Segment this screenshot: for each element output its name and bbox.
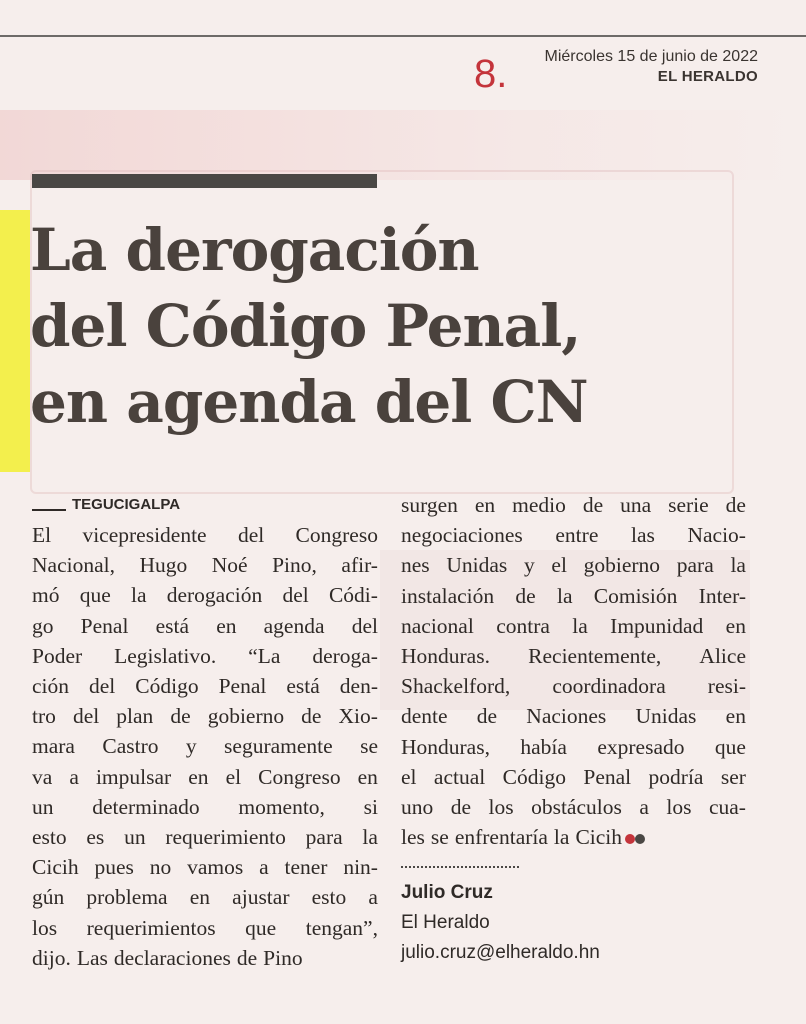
body-word: del — [72, 704, 100, 729]
body-line — [32, 550, 378, 580]
headline-bar — [32, 174, 377, 188]
dateline-dash — [32, 509, 66, 511]
headline — [30, 212, 750, 440]
body-word: la — [553, 825, 570, 850]
body-word: cua- — [708, 795, 746, 820]
body-word: que — [79, 583, 111, 608]
body-word: dijo. — [32, 945, 71, 970]
body-word: en — [474, 493, 496, 517]
body-word: El — [32, 523, 52, 547]
body-word: del — [89, 674, 116, 699]
body-word: nacional — [401, 613, 474, 638]
body-word: Código — [135, 674, 199, 699]
body-word: Penal — [583, 764, 632, 789]
body-line — [401, 792, 746, 822]
body-word: momento, — [238, 794, 325, 819]
headline-line: La derogación — [30, 216, 479, 284]
body-word: los — [32, 915, 58, 940]
body-word: en — [725, 613, 746, 638]
headline-line: del Código Penal, — [30, 292, 581, 360]
body-word: declaraciones — [113, 945, 231, 970]
body-word: en — [189, 885, 211, 910]
body-word: instalación — [401, 583, 495, 608]
body-word: la — [556, 583, 573, 608]
body-word: serie — [668, 493, 709, 517]
body-word: esto — [32, 825, 67, 850]
body-word: de — [476, 704, 498, 729]
body-word: afir- — [341, 553, 378, 578]
body-word: Pino — [263, 945, 303, 970]
body-word: Código — [502, 764, 566, 789]
article-column-right — [401, 490, 746, 968]
highlighter-mark — [0, 210, 30, 472]
body-word: tengan”, — [305, 915, 378, 940]
body-word: podría — [648, 764, 704, 789]
dateline — [32, 490, 378, 520]
body-word: para — [305, 825, 343, 850]
body-line — [32, 762, 378, 792]
body-word: Unidas — [446, 553, 508, 578]
body-word: los — [666, 795, 692, 820]
body-word: la — [730, 553, 746, 578]
body-line — [32, 913, 378, 943]
body-word: que — [245, 915, 277, 940]
body-word: de — [450, 795, 472, 820]
body-word: Congreso — [295, 523, 378, 547]
body-word: requerimientos — [86, 915, 216, 940]
body-word: del — [351, 613, 378, 638]
body-word: está — [155, 613, 190, 638]
body-line — [32, 611, 378, 641]
body-word: contra — [496, 613, 550, 638]
body-word: gobierno — [207, 704, 285, 729]
body-word: en — [357, 764, 378, 789]
body-line — [32, 580, 378, 610]
body-word: requerimiento — [165, 825, 286, 850]
body-line — [32, 671, 378, 701]
body-word: vamos — [187, 855, 244, 880]
body-word: agenda — [263, 613, 325, 638]
body-word: que — [714, 734, 746, 759]
body-word: a — [259, 855, 269, 880]
body-word: del — [282, 583, 309, 608]
body-word: Castro — [102, 734, 159, 759]
byline-outlet: El Heraldo — [401, 912, 490, 934]
body-word: el — [225, 764, 242, 789]
body-word: vicepresidente — [82, 523, 207, 547]
body-word: del — [237, 523, 265, 547]
top-rule — [0, 35, 806, 37]
body-word: Comisión — [593, 583, 678, 608]
body-line — [401, 611, 746, 641]
body-word: resi- — [707, 674, 746, 699]
headline-line: en agenda del CN — [30, 368, 588, 436]
body-word: Poder — [32, 643, 83, 668]
body-word: go — [32, 613, 54, 638]
body-line — [32, 943, 378, 973]
body-word: nes — [401, 553, 430, 578]
body-word: Legislativo. — [114, 643, 217, 668]
newspaper-name: EL HERALDO — [657, 68, 758, 85]
body-word: Honduras. — [401, 644, 490, 669]
body-word: está — [286, 674, 320, 699]
body-line — [401, 671, 746, 701]
body-word: una — [620, 493, 652, 517]
body-word: Shackelford, — [401, 674, 511, 699]
body-word: problema — [86, 885, 168, 910]
body-line — [32, 852, 378, 882]
body-word: Xio- — [338, 704, 378, 729]
body-word: “La — [248, 643, 281, 668]
body-line — [32, 701, 378, 731]
body-line — [401, 490, 746, 520]
body-word: impulsar — [95, 764, 172, 789]
body-line — [32, 822, 378, 852]
body-word: en — [188, 764, 209, 789]
body-word: Alice — [699, 644, 746, 669]
body-word: Honduras, — [401, 734, 490, 759]
body-line — [401, 550, 746, 580]
body-word: plan — [116, 704, 154, 729]
body-word: Impunidad — [610, 613, 704, 638]
body-word: Las — [76, 945, 108, 970]
body-word: había — [520, 734, 567, 759]
body-word: de — [725, 493, 746, 517]
body-word: Hugo — [139, 553, 188, 578]
body-line — [32, 792, 378, 822]
body-word: y — [185, 734, 197, 759]
body-word: nin- — [343, 855, 378, 880]
body-word: de — [236, 945, 258, 970]
byline-email: julio.cruz@elheraldo.hn — [401, 942, 600, 964]
body-word: den- — [339, 674, 378, 699]
issue-date: Miércoles 15 de junio de 2022 — [544, 48, 758, 65]
body-word: gún — [32, 885, 65, 910]
body-word: ción — [32, 674, 70, 699]
body-word: si — [363, 794, 378, 819]
body-word: un — [32, 794, 54, 819]
body-word: deroga- — [312, 643, 378, 668]
body-word: es — [86, 825, 105, 850]
body-word: la — [572, 613, 588, 638]
body-word: Cicih — [32, 855, 79, 880]
body-word: esto — [311, 885, 347, 910]
body-line — [401, 581, 746, 611]
byline-author: Julio Cruz — [401, 882, 493, 904]
body-word: el — [401, 764, 417, 789]
body-word: expresado — [597, 734, 685, 759]
body-word: tro — [32, 704, 56, 729]
body-word: va — [32, 764, 53, 789]
body-word: a — [639, 795, 649, 820]
body-word: uno — [401, 795, 434, 820]
body-word: actual — [433, 764, 486, 789]
body-word: de — [170, 704, 191, 729]
body-word: Nacional, — [32, 553, 115, 578]
body-word: los — [488, 795, 514, 820]
body-line — [401, 520, 746, 550]
body-word: a — [368, 885, 378, 910]
body-word: enfrentaría — [454, 825, 548, 850]
body-word: a — [69, 764, 79, 789]
body-word: Penal — [218, 674, 267, 699]
body-word: Cicih — [575, 825, 623, 850]
body-word: derogación — [166, 583, 263, 608]
dateline-city: TEGUCIGALPA — [72, 495, 181, 513]
body-word: Congreso — [258, 764, 341, 789]
body-word: coordinadora — [552, 674, 666, 699]
body-line — [401, 762, 746, 792]
body-word: pues — [94, 855, 134, 880]
body-word: dente — [401, 704, 448, 729]
body-word: Penal — [80, 613, 129, 638]
body-line — [32, 882, 378, 912]
body-word: obstáculos — [531, 795, 622, 820]
end-of-article-icon — [625, 822, 645, 852]
body-word: entre — [555, 523, 599, 548]
body-word: se — [430, 825, 449, 850]
body-word: de — [582, 493, 604, 517]
body-word: mó — [32, 583, 60, 608]
body-line — [32, 731, 378, 761]
body-word: y — [523, 553, 535, 578]
body-word: Naciones — [526, 704, 607, 729]
body-word: les — [401, 825, 425, 850]
body-word: la — [362, 825, 378, 850]
body-word: en — [216, 613, 237, 638]
body-word: las — [630, 523, 655, 548]
body-word: medio — [512, 493, 566, 517]
body-word: el — [551, 553, 567, 578]
body-word: ajustar — [232, 885, 290, 910]
body-word: un — [124, 825, 146, 850]
byline-separator — [401, 866, 519, 878]
body-word: tener — [284, 855, 328, 880]
body-word: de — [301, 704, 322, 729]
article-column-left — [32, 490, 378, 973]
body-line — [401, 701, 746, 731]
body-line — [32, 641, 378, 671]
body-word: Noé — [211, 553, 248, 578]
body-word: de — [515, 583, 536, 608]
body-line — [401, 641, 746, 671]
body-word: Códi- — [328, 583, 378, 608]
body-word: se — [360, 734, 378, 759]
body-word: no — [149, 855, 172, 880]
body-word: seguramente — [224, 734, 333, 759]
page-number: 8. — [474, 52, 508, 96]
body-word: ser — [720, 764, 746, 789]
body-word: Unidas — [635, 704, 697, 729]
body-word: en — [725, 704, 746, 729]
body-word: mara — [32, 734, 75, 759]
body-word: negociaciones — [401, 523, 523, 548]
body-word: surgen — [401, 493, 458, 517]
body-word: Recientemente, — [528, 644, 662, 669]
body-word: gobierno — [583, 553, 661, 578]
body-word: Inter- — [698, 583, 746, 608]
body-line — [401, 732, 746, 762]
body-word: determinado — [92, 794, 200, 819]
body-word: Nacio- — [687, 523, 746, 548]
body-word: la — [130, 583, 147, 608]
body-line — [401, 822, 746, 852]
body-word: para — [676, 553, 714, 578]
body-line — [32, 520, 378, 550]
body-word: Pino, — [272, 553, 317, 578]
